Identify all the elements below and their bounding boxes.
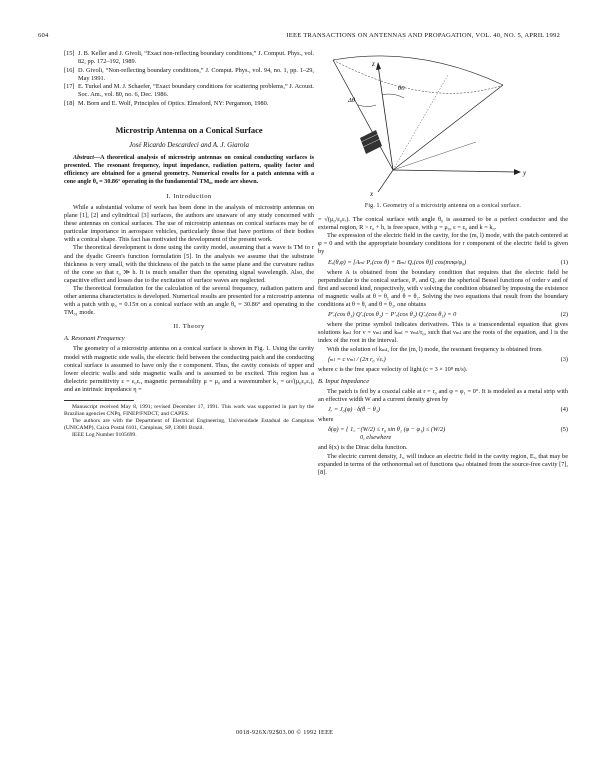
x-axis xyxy=(378,170,393,192)
equation-2 xyxy=(318,311,568,319)
reference-item xyxy=(64,83,314,99)
y-label: y xyxy=(523,169,527,177)
paragraph: While a substantial volume of work has been done in the analysis of microstrip antennas on plane [1], [2] and cylindrical [3] surfaces, the authors are unaware of any study concerned with these antennas on conical surfaces. The use of microstrip antennas on conical surfaces may be of particular importance in aerospace vehicles, particularly those that have portions of their bodies with a conical shape. This fact has motivated the development of the present work. xyxy=(64,203,314,244)
reference-number: [16] xyxy=(64,66,75,74)
equation-number: (2) xyxy=(560,311,568,319)
paragraph: The patch is fed by a coaxial cable at r = r₀ and φ = φ₁ = 0°. It is modeled as a metal strip with an effective width W and a current density given by xyxy=(318,387,568,403)
paragraph: The theoretical development is done using the cavity model, assuming that a wave is TM to r and the dyadic Green's function formulation [5]. In the analysis we assume that the substrate thickness is very small, with the thickness of the patch in the same plane and the curvature radius of the cone so that r₀ ≫ h. It is much smaller than the operating signal wavelength. Also, the capacitive effect and losses due to the excitation of surface waves are neglected. xyxy=(64,244,314,284)
footnotes xyxy=(64,404,314,439)
right-column xyxy=(318,50,568,477)
equation-5 xyxy=(318,426,568,442)
cone-rim xyxy=(333,56,503,85)
equation-case: 0, elsewhere xyxy=(360,434,392,442)
footnote-rule xyxy=(64,400,134,401)
paragraph: = √(μ₀/ε₀εᵣ). The conical surface with angle θ₀ is assumed to be a perfect conductor and the external region, R > r₀ + h, is free space, with μ = μ₀, ε = ε₀ and k = k₀. xyxy=(318,216,568,232)
equation-body: Jᵣ = J₀(φ) · δ(θ − θ₁) xyxy=(328,406,381,414)
equation-body xyxy=(328,426,445,442)
equation-4 xyxy=(318,406,568,414)
abstract-label: Abstract xyxy=(73,155,94,162)
equation-body: fₘₗ = c νₘₗ / (2π r₀ √εᵣ) xyxy=(328,355,386,363)
running-header xyxy=(38,32,560,44)
paragraph: The electric current density, Jᵣ, will induce an electric field in the cavity region, Eᵣ, that may be expanded in terms of the orthonormal set of functions ψₘₗ obtained from the source-free cavity [7], [8]. xyxy=(318,452,568,476)
z-arrow-icon xyxy=(376,62,381,70)
cone-edge-right xyxy=(393,85,503,170)
reference-text: M. Born and E. Wolf, Principles of Optics. Elmsford, NY: Pergamon, 1980. xyxy=(78,100,269,108)
equation-case: δ(φ) = { 1, −(W/2) ≤ r₀ sin θ₁ (φ − φ₁) ≤ (W/2) xyxy=(328,426,446,434)
journal-header: IEEE TRANSACTIONS ON ANTENNAS AND PROPAGATION, VOL. 40, NO. 5, APRIL 1992 xyxy=(286,32,560,39)
article-authors: José Ricardo Descardeci and A. J. Giarola xyxy=(128,141,249,150)
paragraph: where the prime symbol indicates derivatives. This is a transcendental equation that gives solutions kₘₗ for ν = νₘₗ and kₘₗ = νₘₗ/r₀, such that νₘₗ are the roots of the equation, and l is the index of the root in the interval. xyxy=(318,321,568,345)
reference-text: D. Givoli, “Non-reflecting boundary conditions,” J. Comput. Phys., vol. 94, no. 1, pp. 1–29, May 1991. xyxy=(78,66,314,82)
reference-text: J. B. Keller and J. Givoli, “Exact non-reflecting boundary conditions,” J. Comput. Phys., vol. 82, pp. 172–192, 1989. xyxy=(78,50,314,66)
patch-element xyxy=(360,130,382,154)
y-axis xyxy=(393,170,518,172)
footnote: IEEE Log Number 9105699. xyxy=(72,432,137,439)
reference-list xyxy=(64,50,314,108)
reference-number: [15] xyxy=(64,50,75,57)
guide-line xyxy=(393,142,476,170)
figure-caption: Fig. 1. Geometry of a microstrip antenna on a conical surface. xyxy=(364,203,522,209)
equation-body: P′ᵥ(cos θ₁) Q′ᵥ(cos θ₂) − P′ᵥ(cos θ₂) Q′ᵥ(cos θ₁) = 0 xyxy=(328,311,457,319)
page-number: 604 xyxy=(38,32,49,39)
section-heading: I. Introduction xyxy=(166,192,212,200)
equation-number: (5) xyxy=(560,426,568,434)
footnote: The authors are with the Department of Electrical Engineering, Universidade Estadual de Campinas (UNICAMP), Caixa Postal 6101, Campinas, SP, 13081 Brazil. xyxy=(64,418,314,432)
equation-number: (4) xyxy=(560,406,568,414)
equation-1 xyxy=(318,259,568,267)
reference-number: [17] xyxy=(64,83,75,91)
abstract xyxy=(64,155,314,187)
equation-3 xyxy=(318,356,568,364)
figure-1 xyxy=(318,50,568,200)
paragraph: The geometry of a microstrip antenna on a conical surface is shown in Fig. 1. Using the cavity model with magnetic side walls, the electric field between the conducting patch and the conducting conical surface is assumed to have only the r component. Thus, the cavity consists of upper and lower electric walls and side magnetic walls and is assumed to be excited. This region has a dielectric permittivity ε = ε₀εᵣ, magnetic permeability μ = μ₀ and a wavenumber k₁ = ω√(μ₀ε₀εᵣ), and an intrinsic impedance η = xyxy=(64,345,314,393)
x-label: x xyxy=(370,190,374,198)
cone-edge-left xyxy=(333,60,393,170)
equation-number: (1) xyxy=(560,258,568,266)
paragraph: With the solution of kₘₗ, for the (m, l) mode, the resonant frequency is obtained from xyxy=(327,345,542,353)
delta-theta-arc xyxy=(358,105,376,107)
section-heading: II. Theory xyxy=(173,323,205,331)
delta-theta-label: Δθ xyxy=(348,97,356,104)
equation-body: Eᵣ(θ,φ) = [Aₘₗ Pᵥ(cos θ) + Bₘₗ Qᵥ(cos θ)] cos(mπφ/φ₀) xyxy=(328,258,467,266)
reference-text: E. Turkel and M. J. Schaefer, “Exact boundary conditions for scattering problems,” J. Acoust. Soc. Am., vol. 80, no. 6, Dec. 1986. xyxy=(78,83,314,99)
subsection-heading: B. Input Impedance xyxy=(318,377,370,385)
subsection-heading: A. Resonant Frequency xyxy=(64,335,125,343)
paragraph: where xyxy=(318,416,334,424)
paragraph: The expression of the electric field in the cavity, for the (m, l) mode, with the patch centered at φ = 0 and with the appropriate boundary conditions for r component of the electric field is given by xyxy=(318,232,568,256)
paragraph: and δ(x) is the Dirac delta function. xyxy=(318,444,408,452)
cone-rim-front xyxy=(333,60,503,93)
copyright-line: 0018-926X/92$03.00 © 1992 IEEE xyxy=(236,729,334,736)
abstract-text: —A theoretical analysis of microstrip antennas on conical conducting surfaces is presented. The resonant frequency, input impedance, radiation pattern, quality factor and efficiency are obtained for a general geometry. Numerical results for a patch antenna with a cone angle θ₀ = 30.86° operating in the fundamental TM₀₁ mode are shown. xyxy=(64,155,314,185)
z-axis xyxy=(378,65,393,170)
paragraph: The theoretical formulation for the calculation of the several frequency, radiation pattern and other antenna characteristics is developed. Numerical results are presented for a microstrip antenna with a patch with φ₀ = 0.15π on a conical surface with an angle θ₀ = 30.86° and operating in the TM₀₁ mode. xyxy=(64,284,314,317)
reference-item xyxy=(64,100,314,108)
left-column xyxy=(64,50,314,439)
theta0-label: θ0 xyxy=(398,85,405,92)
cone-geometry-diagram xyxy=(318,50,568,200)
reference-number: [18] xyxy=(64,100,75,108)
paragraph: where A is obtained from the boundary condition that requires that the electric field be perpendicular to the conical surface, Pᵥ and Qᵥ are the spherical Bessel functions of order ν and of first and second kind, respectively, with ν solving the condition obtained by imposing the existence of magnetic walls at θ = θ₁ and θ = θ₂. Solving the two equations that result from the boundary conditions at θ = θ₁ and θ = θ₂, one obtains xyxy=(318,268,568,309)
footnote: Manuscript received May 8, 1991; revised December 17, 1991. This work was supported in part by the Brazilian agencies CNPq, FINEP/FNDCT, and CAPES. xyxy=(64,404,314,418)
paragraph: where c is the free space velocity of light (c = 3 × 10⁸ m/s). xyxy=(318,365,468,373)
z-label: z xyxy=(372,60,375,68)
article-title: Microstrip Antenna on a Conical Surface xyxy=(115,126,263,136)
reference-item xyxy=(64,50,314,66)
equation-number: (3) xyxy=(560,355,568,363)
y-arrow-icon xyxy=(514,169,521,175)
reference-item xyxy=(64,67,314,83)
theta-arc xyxy=(382,94,404,98)
